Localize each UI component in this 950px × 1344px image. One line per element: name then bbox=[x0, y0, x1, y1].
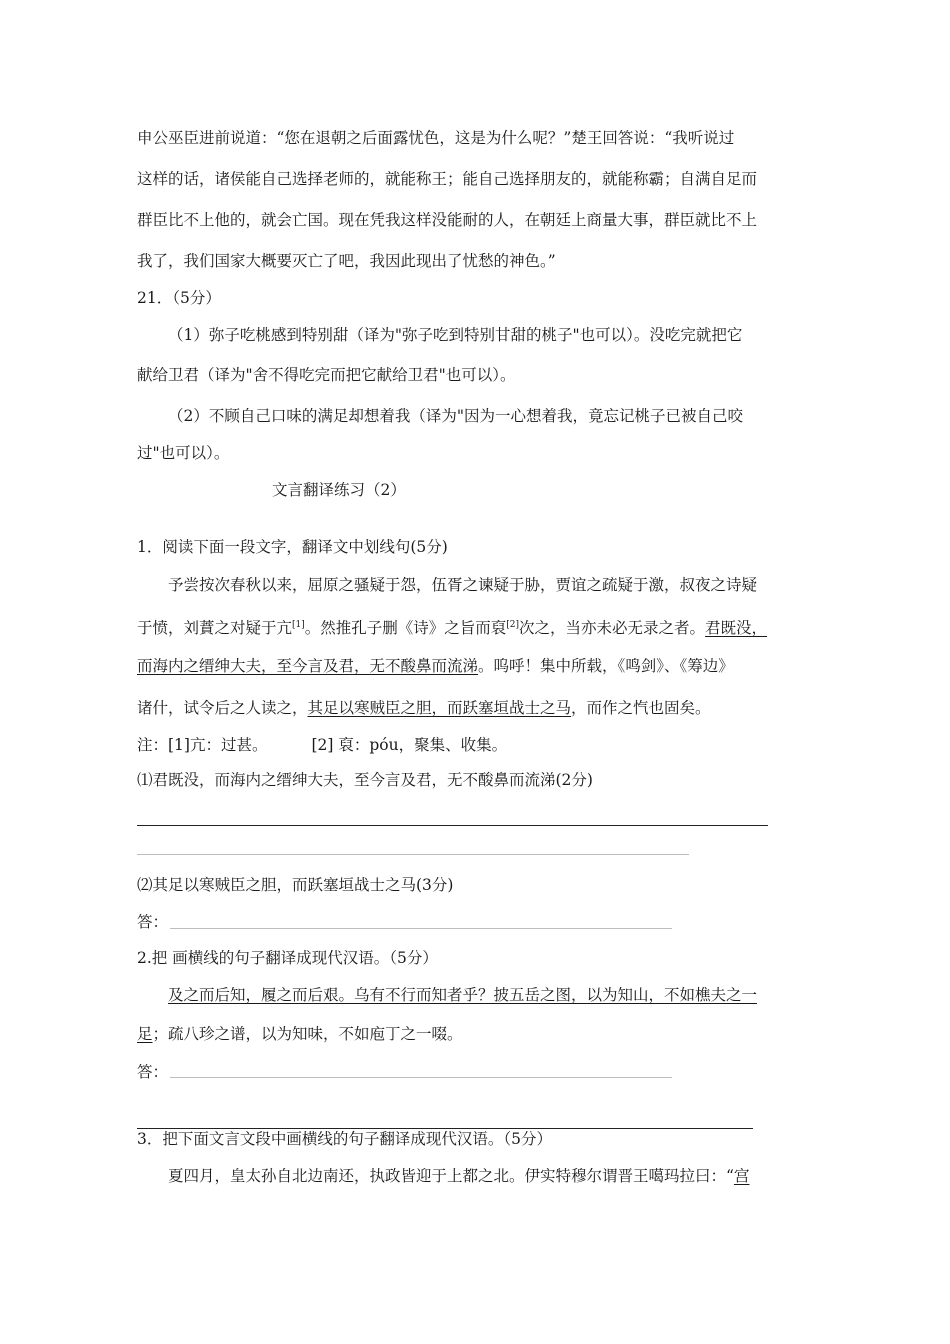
section-title: 文言翻译练习（2） bbox=[272, 481, 406, 499]
answer-label: 答： bbox=[137, 913, 169, 931]
footnote-ref-1: [1] bbox=[292, 620, 305, 630]
footnotes bbox=[137, 734, 507, 756]
answer-line bbox=[137, 854, 689, 855]
passage-text: 诸什，试令后之人读之， bbox=[137, 699, 308, 717]
underlined-sentence: 而海内之缙绅大夫，至今言及君，无不酸鼻而流涕 bbox=[137, 657, 479, 675]
underlined-sentence: 宫 bbox=[733, 1167, 750, 1185]
question-21-answer-1: （1）弥子吃桃感到特别甜（译为"弥子吃到特别甘甜的桃子"也可以）。没吃完就把它 bbox=[168, 326, 743, 344]
question-3-prompt: 3．把下面文言文段中画横线的句子翻译成现代汉语。（5分） bbox=[137, 1130, 552, 1148]
answer-label: 答： bbox=[137, 1063, 169, 1081]
passage-line bbox=[137, 1023, 463, 1045]
passage-line: 予尝按次春秋以来，屈原之骚疑于怨，伍胥之谏疑于胁，贾谊之疏疑于激，叔夜之诗疑 bbox=[168, 576, 758, 594]
passage-line bbox=[168, 1165, 749, 1187]
underlined-sentence: 其足以寒贼臣之胆，而跃塞垣战士之马 bbox=[307, 699, 572, 717]
sub-question-2: ⑵其足以寒贼臣之胆，而跃塞垣战士之马(3分) bbox=[137, 876, 454, 894]
passage-text: 次之，当亦未必无录之者。 bbox=[519, 619, 706, 637]
answer-paragraph-line: 群臣比不上他的，就会亡国。现在凭我这样没能耐的人，在朝廷上商量大事，群臣就比不上 bbox=[137, 211, 758, 229]
question-1-prompt: 1．阅读下面一段文字，翻译文中划线句(5分) bbox=[137, 538, 448, 556]
passage-text: ；疏八珍之谱，以为知味，不如庖丁之一啜。 bbox=[152, 1025, 463, 1043]
answer-paragraph-line: 这样的话，诸侯能自己选择老师的，就能称王；能自己选择朋友的，就能称霸；自满自足而 bbox=[137, 170, 758, 188]
underlined-sentence: 及之而后知，履之而后艰。乌有不行而知者乎？披五岳之图，以为知山，不如樵夫之一 bbox=[168, 986, 758, 1004]
passage-text: 于愤，刘蕡之对疑于亢 bbox=[137, 619, 293, 637]
answer-line bbox=[170, 1077, 672, 1078]
passage-text: 。呜呼！集中所载，《鸣剑》、《筹边》 bbox=[478, 657, 734, 675]
question-21-answer-1-cont: 献给卫君（译为"舍不得吃完而把它献给卫君"也可以）。 bbox=[137, 366, 516, 384]
passage-line bbox=[137, 655, 734, 677]
underlined-sentence: 足 bbox=[137, 1025, 153, 1043]
underlined-sentence: 君既没， bbox=[705, 619, 768, 637]
question-21-answer-2-cont: 过"也可以）。 bbox=[137, 444, 230, 462]
passage-text: ，而作之忾也固矣。 bbox=[571, 699, 711, 717]
sub-question-1: ⑴君既没，而海内之缙绅大夫，至今言及君，无不酸鼻而流涕(2分) bbox=[137, 771, 593, 789]
question-21-answer-2: （2）不顾自己口味的满足却想着我（译为"因为一心想着我，竟忘记桃子已被自己咬 bbox=[168, 407, 743, 425]
answer-paragraph-line: 申公巫臣进前说道：“您在退朝之后面露忧色，这是为什么呢？”楚王回答说：“我听说过 bbox=[137, 129, 735, 147]
footnote-2: [2] 裒：póu，聚集、收集。 bbox=[311, 736, 508, 754]
answer-line bbox=[137, 825, 768, 826]
footnote-1: 注：[1]亢：过甚。 bbox=[137, 736, 268, 754]
footnote-ref-2: [2] bbox=[506, 620, 520, 630]
question-21-header: 21．（5分） bbox=[137, 289, 221, 307]
passage-line bbox=[137, 614, 767, 639]
passage-text: 夏四月，皇太孙自北边南还，执政皆迎于上都之北。伊实特穆尔谓晋王噶玛拉曰：“ bbox=[168, 1167, 734, 1185]
passage-line bbox=[168, 984, 757, 1006]
passage-line bbox=[137, 697, 711, 719]
passage-text: 。然推孔子删《诗》之旨而裒 bbox=[304, 619, 507, 637]
answer-paragraph-line: 我了，我们国家大概要灭亡了吧，我因此现出了忧愁的神色。” bbox=[137, 252, 556, 270]
question-2-prompt: 2.把 画横线的句子翻译成现代汉语。（5分） bbox=[137, 949, 438, 967]
answer-line bbox=[170, 928, 672, 929]
